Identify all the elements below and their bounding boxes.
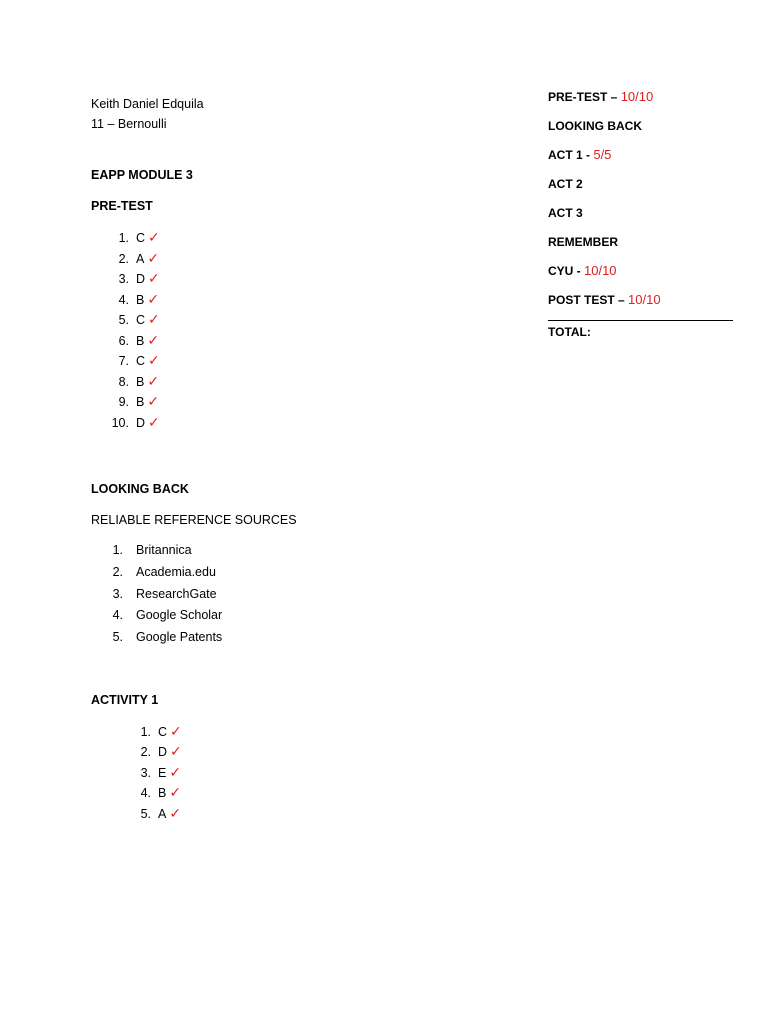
reference-source-item: 2. Academia.edu — [112, 564, 216, 579]
check-mark-icon: ✓ — [147, 393, 160, 409]
activity1-answer-list — [91, 721, 491, 824]
pretest-answer-list — [91, 227, 491, 432]
pretest-item: 1. C ✓ — [118, 229, 160, 245]
check-mark-icon: ✓ — [147, 249, 160, 266]
score-summary — [548, 86, 738, 318]
reference-sources-list — [91, 540, 491, 649]
score-row-pretest: PRE-TEST – 10/10 — [548, 89, 654, 104]
score-row-cyu: CYU - 10/10 — [548, 263, 617, 278]
check-mark-icon: ✓ — [170, 722, 182, 739]
pretest-item: 6. B ✓ — [118, 331, 160, 348]
score-row-looking-back: LOOKING BACK — [548, 119, 642, 133]
activity1-item: 1. C ✓ — [140, 722, 182, 739]
pretest-item: 7. C ✓ — [118, 352, 160, 368]
pretest-heading: PRE-TEST — [91, 199, 153, 213]
reference-source-item: 5. Google Patents — [112, 630, 223, 645]
score-row-act2: ACT 2 — [548, 177, 583, 191]
score-row-act3: ACT 3 — [548, 206, 583, 220]
pretest-item: 4. B ✓ — [118, 290, 160, 307]
score-row-act1: ACT 1 - 5/5 — [548, 147, 612, 162]
activity1-item: 5. A ✓ — [140, 804, 182, 821]
total-divider — [548, 320, 733, 321]
reference-source-item: 4. Google Scholar — [112, 608, 223, 623]
student-section: 11 – Bernoulli — [91, 117, 167, 131]
check-mark-icon: ✓ — [147, 290, 160, 307]
check-mark-icon: ✓ — [169, 804, 182, 821]
score-row-post-test: POST TEST – 10/10 — [548, 292, 661, 307]
check-mark-icon: ✓ — [148, 413, 160, 430]
check-mark-icon: ✓ — [148, 311, 160, 327]
check-mark-icon: ✓ — [147, 372, 160, 389]
check-mark-icon: ✓ — [169, 763, 182, 780]
total-label: TOTAL: — [548, 325, 591, 339]
check-mark-icon: ✓ — [148, 352, 160, 368]
reference-source-item: 3. ResearchGate — [112, 586, 217, 601]
activity1-item: 4. B ✓ — [140, 784, 182, 801]
pretest-item: 3. D ✓ — [118, 270, 160, 286]
score-row-remember: REMEMBER — [548, 235, 619, 249]
reference-sources-subheading: RELIABLE REFERENCE SOURCES — [91, 513, 297, 527]
activity1-item: 2. D ✓ — [140, 743, 182, 760]
module-title: EAPP MODULE 3 — [91, 168, 193, 182]
pretest-item: 9. B ✓ — [118, 393, 160, 409]
looking-back-heading: LOOKING BACK — [91, 482, 189, 496]
check-mark-icon: ✓ — [148, 270, 160, 286]
activity1-heading: ACTIVITY 1 — [91, 692, 159, 707]
check-mark-icon: ✓ — [147, 331, 160, 348]
pretest-item: 5. C ✓ — [118, 311, 160, 327]
activity1-item: 3. E ✓ — [140, 763, 182, 780]
pretest-item: 10. D ✓ — [111, 413, 160, 430]
student-name: Keith Daniel Edquila — [91, 97, 204, 111]
check-mark-icon: ✓ — [170, 743, 182, 760]
pretest-item: 8. B ✓ — [118, 372, 160, 389]
answer-sheet — [91, 94, 491, 823]
reference-source-item: 1. Britannica — [112, 543, 192, 557]
check-mark-icon: ✓ — [169, 784, 182, 801]
pretest-item: 2. A ✓ — [118, 249, 160, 266]
check-mark-icon: ✓ — [148, 229, 160, 245]
